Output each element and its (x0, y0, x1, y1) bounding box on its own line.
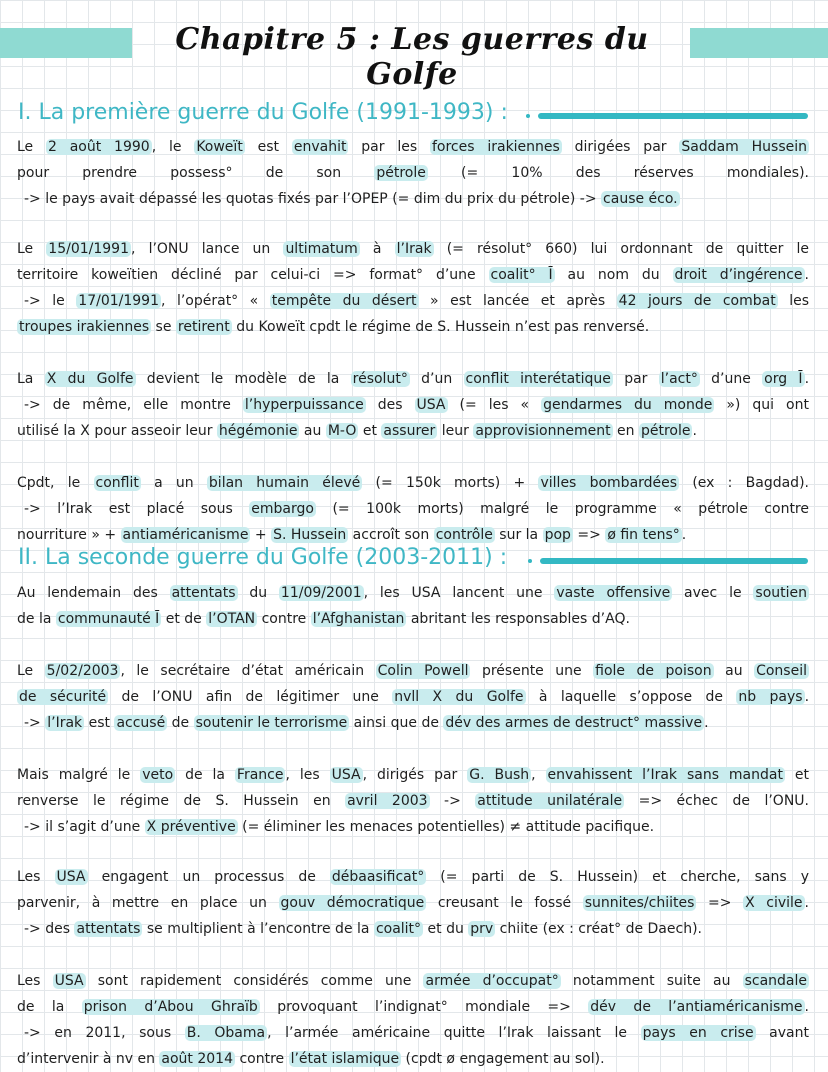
highlighted-term: gendarmes du monde (543, 397, 713, 413)
text-segment: à laquelle s’oppose de (525, 689, 737, 705)
text-segment: de la (17, 611, 56, 627)
text-line (24, 186, 809, 212)
text-segment: territoire koweïtien décliné par celui-ci => format° d’une (17, 267, 489, 283)
text-segment: -> (429, 793, 476, 809)
text-segment: . (804, 267, 809, 283)
highlighted-term: villes bombardées (540, 475, 678, 491)
highlighted-term: org Ī (764, 371, 803, 387)
highlighted-term: G. Bush (469, 767, 530, 783)
text-segment: engagent un processus de (87, 869, 330, 885)
highlighted-term: X préventive (146, 819, 236, 835)
text-line (17, 236, 809, 262)
highlighted-term: cause éco. (603, 191, 678, 207)
text-segment: de la (17, 999, 82, 1015)
text-segment: d’une (699, 371, 763, 387)
text-segment: et du (423, 921, 469, 937)
highlighted-term: M-O (327, 423, 357, 439)
highlighted-term: envahissent l’Irak sans mandat (547, 767, 783, 783)
highlighted-term: août 2014 (161, 1051, 233, 1067)
text-segment: avec le (672, 585, 754, 601)
highlighted-term: hégémonie (218, 423, 298, 439)
highlighted-term: avril 2003 (347, 793, 428, 809)
highlighted-term: attentats (171, 585, 236, 601)
text-line (24, 710, 809, 736)
text-segment: -> (24, 715, 46, 731)
text-line (17, 994, 809, 1020)
text-segment: , les (285, 767, 330, 783)
highlighted-term: nvll X du Golfe (394, 689, 524, 705)
text-segment: Mais malgré le (17, 767, 141, 783)
text-segment: leur (437, 423, 474, 439)
highlighted-term: scandale (744, 973, 808, 989)
text-segment: => échec de l’ONU. (624, 793, 809, 809)
text-segment: -> en 2011, sous (24, 1025, 185, 1041)
text-segment: d’intervenir à nv en (17, 1051, 160, 1067)
text-segment: au nom du (554, 267, 673, 283)
text-segment: , (531, 767, 546, 783)
text-line (17, 606, 809, 632)
section-1-title: I. La première guerre du Golfe (1991-1993) : (18, 100, 508, 125)
highlighted-term: Colin Powell (377, 663, 469, 679)
text-segment: -> il s’agit d’une (24, 819, 145, 835)
highlighted-term: retirent (177, 319, 230, 335)
text-segment: et (784, 767, 809, 783)
text-segment: par les (348, 139, 430, 155)
highlighted-term: prv (470, 921, 494, 937)
highlighted-term: conflit interétatique (465, 371, 611, 387)
highlighted-term: X civile (745, 895, 803, 911)
text-segment: , le (151, 139, 195, 155)
highlighted-term: envahit (293, 139, 347, 155)
text-line (17, 762, 809, 788)
highlighted-term: dév des armes de destruct° massive (445, 715, 703, 731)
title-band-left (0, 28, 132, 58)
text-segment: est (84, 715, 115, 731)
text-line (17, 134, 809, 160)
text-line (24, 288, 809, 314)
highlighted-term: Conseil (756, 663, 807, 679)
text-segment: notamment suite au (560, 973, 743, 989)
text-segment: . (804, 895, 809, 911)
highlighted-term: ultimatum (285, 241, 358, 257)
highlighted-term: contrôle (435, 527, 493, 543)
text-line (17, 262, 809, 288)
text-line (17, 684, 809, 710)
text-segment: => (572, 527, 606, 543)
text-line (17, 658, 809, 684)
highlighted-term: pop (544, 527, 571, 543)
text-segment: nourriture » + (17, 527, 121, 543)
highlighted-term: S. Hussein (273, 527, 347, 543)
text-segment: par (612, 371, 659, 387)
highlighted-term: de sécurité (19, 689, 107, 705)
highlighted-term: dév de l’antiaméricanisme (590, 999, 803, 1015)
section-2-rule (540, 558, 808, 564)
text-segment: . (704, 715, 709, 731)
text-segment: -> l’Irak est placé sous (24, 501, 250, 517)
text-segment: à (359, 241, 395, 257)
highlighted-term: vaste offensive (556, 585, 671, 601)
highlighted-term: Saddam Hussein (681, 139, 808, 155)
text-segment: . (804, 689, 810, 705)
highlighted-term: 2 août 1990 (48, 139, 150, 155)
highlighted-term: pays en crise (642, 1025, 754, 1041)
highlighted-term: ø fin tens° (607, 527, 680, 543)
text-segment: se multiplient à l’encontre de la (142, 921, 374, 937)
text-segment: avant (755, 1025, 809, 1041)
text-segment: (= éliminer les menaces potentielles) ≠ attitude pacifique. (237, 819, 655, 835)
text-segment: (= 100k morts) malgré le programme « pétrole contre (315, 501, 809, 517)
text-segment: est (244, 139, 292, 155)
text-segment: » est lancée et après (418, 293, 617, 309)
highlighted-term: l’Afghanistan (312, 611, 405, 627)
highlighted-term: soutenir le terrorisme (195, 715, 348, 731)
highlighted-term: soutien (755, 585, 808, 601)
text-segment: dirigées par (561, 139, 680, 155)
text-segment: , l’opérat° « (161, 293, 270, 309)
highlighted-term: pétrole (376, 165, 426, 181)
text-segment: , les USA lancent une (363, 585, 555, 601)
text-line (17, 968, 809, 994)
highlighted-term: coalit° (375, 921, 422, 937)
text-segment: (= 150k morts) + (362, 475, 539, 491)
text-segment: provoquant l’indignat° mondiale => (259, 999, 589, 1015)
highlighted-term: armée d’occupat° (425, 973, 559, 989)
text-segment: creusant le fossé (426, 895, 583, 911)
text-segment: a un (140, 475, 207, 491)
highlighted-term: antiaméricanisme (122, 527, 249, 543)
text-line (17, 864, 809, 890)
highlighted-term: l’hyperpuissance (244, 397, 364, 413)
text-segment: , le secrétaire d’état américain (120, 663, 376, 679)
highlighted-term: veto (142, 767, 174, 783)
text-line (17, 160, 809, 186)
section-2-title: II. La seconde guerre du Golfe (2003-2011) : (18, 545, 508, 570)
text-segment: Les (17, 973, 53, 989)
text-segment: abritant les responsables d’AQ. (406, 611, 630, 627)
highlighted-term: 5/02/2003 (46, 663, 119, 679)
text-segment: -> le (24, 293, 77, 309)
text-segment: ») qui ont (714, 397, 809, 413)
highlighted-term: Koweït (196, 139, 243, 155)
highlighted-term: gouv démocratique (280, 895, 425, 911)
highlighted-term: embargo (251, 501, 314, 517)
highlighted-term: l’OTAN (208, 611, 256, 627)
text-line (17, 314, 809, 340)
text-segment: . (681, 527, 687, 543)
text-segment: sont rapidement considérés comme une (85, 973, 424, 989)
highlighted-term: USA (331, 767, 361, 783)
highlighted-term: France (236, 767, 284, 783)
text-segment: et (358, 423, 382, 439)
highlighted-term: tempête du désert (271, 293, 417, 309)
text-segment: pour prendre possess° de son (17, 165, 375, 181)
text-line (17, 470, 809, 496)
text-segment: renverse le régime de S. Hussein en (17, 793, 346, 809)
highlighted-term: l’Irak (47, 715, 83, 731)
highlighted-term: assurer (383, 423, 436, 439)
highlighted-term: débaasificat° (331, 869, 425, 885)
highlighted-term: bilan humain élevé (208, 475, 361, 491)
text-segment: , l’ONU lance un (131, 241, 284, 257)
text-line (17, 580, 809, 606)
text-segment: (= les « (447, 397, 542, 413)
text-segment: Au lendemain des (17, 585, 170, 601)
text-line (17, 522, 809, 548)
text-segment: -> le pays avait dépassé les quotas fixés par l’OPEP (= dim du prix du pétrole) -> (24, 191, 602, 207)
highlighted-term: USA (54, 973, 84, 989)
highlighted-term: attentats (76, 921, 141, 937)
text-segment: chiite (ex : créat° de Daech). (495, 921, 702, 937)
text-segment: (cpdt ø engagement au sol). (401, 1051, 605, 1067)
highlighted-term: l’act° (660, 371, 698, 387)
highlighted-term: droit d’ingérence (674, 267, 803, 283)
highlighted-term: B. Obama (186, 1025, 266, 1041)
text-line (24, 1020, 809, 1046)
highlighted-term: l’état islamique (290, 1051, 400, 1067)
highlighted-term: USA (56, 869, 86, 885)
highlighted-term: accusé (116, 715, 166, 731)
highlighted-term: 42 jours de combat (618, 293, 776, 309)
text-segment: se (151, 319, 176, 335)
text-segment: et de (161, 611, 207, 627)
text-line (17, 890, 809, 916)
text-segment: des (365, 397, 415, 413)
title-band (0, 22, 828, 92)
highlighted-term: pétrole (640, 423, 691, 439)
highlighted-term: prison d’Abou Ghraïb (83, 999, 258, 1015)
text-segment: Le (17, 241, 47, 257)
text-segment: accroît son (348, 527, 434, 543)
text-segment: -> des (24, 921, 75, 937)
text-segment: d’un (409, 371, 464, 387)
highlighted-term: forces irakiennes (431, 139, 560, 155)
text-line (17, 366, 809, 392)
text-segment: ainsi que de (349, 715, 444, 731)
text-segment: du Koweït cpdt le régime de S. Hussein n’est pas renversé. (231, 319, 650, 335)
text-segment: contre (257, 611, 311, 627)
text-line (17, 788, 809, 814)
text-line (24, 916, 809, 942)
text-line (24, 814, 809, 840)
section-1-rule (538, 113, 808, 119)
text-segment: les (777, 293, 810, 309)
highlighted-term: troupes irakiennes (19, 319, 150, 335)
text-segment: . (692, 423, 697, 439)
highlighted-term: résolut° (352, 371, 408, 387)
text-segment: du (237, 585, 279, 601)
highlighted-term: fiole de poison (595, 663, 712, 679)
highlighted-term: l’Irak (396, 241, 432, 257)
text-segment: utilisé la X pour asseoir leur (17, 423, 217, 439)
highlighted-term: coalit° Ī (490, 267, 553, 283)
highlighted-term: conflit (95, 475, 139, 491)
highlighted-term: communauté Ī (57, 611, 160, 627)
highlighted-term: USA (416, 397, 446, 413)
text-segment: en (612, 423, 639, 439)
text-segment: => (696, 895, 744, 911)
text-segment: de l’ONU afin de légitimer une (108, 689, 393, 705)
text-segment: Cpdt, le (17, 475, 94, 491)
text-segment: Le (17, 663, 45, 679)
text-segment: (= 10% des réserves mondiales). (427, 165, 809, 181)
highlighted-term: attitude unilatérale (477, 793, 623, 809)
text-line (17, 1046, 809, 1072)
text-segment: (ex : Bagdad). (679, 475, 809, 491)
text-segment: (= parti de S. Hussein) et cherche, sans y (426, 869, 809, 885)
text-segment: (= résolut° 660) lui ordonnant de quitter le (433, 241, 809, 257)
text-segment: de (167, 715, 194, 731)
text-line (24, 392, 809, 418)
highlighted-term: approvisionnement (475, 423, 611, 439)
text-segment: sur la (494, 527, 543, 543)
text-segment: présente une (470, 663, 594, 679)
text-segment: Le (17, 139, 46, 155)
text-segment: , dirigés par (362, 767, 468, 783)
text-segment: , l’armée américaine quitte l’Irak laissant le (267, 1025, 641, 1041)
text-line (24, 496, 809, 522)
highlighted-term: X du Golfe (46, 371, 134, 387)
text-segment: devient le modèle de la (135, 371, 351, 387)
text-segment: La (17, 371, 45, 387)
text-segment: Les (17, 869, 55, 885)
text-segment: au (299, 423, 326, 439)
text-segment: + (250, 527, 272, 543)
text-segment: parvenir, à mettre en place un (17, 895, 279, 911)
text-segment: contre (235, 1051, 289, 1067)
text-segment: . (804, 999, 809, 1015)
text-segment: au (713, 663, 755, 679)
text-segment: . (804, 371, 810, 387)
highlighted-term: 17/01/1991 (78, 293, 159, 309)
highlighted-term: nb pays (738, 689, 803, 705)
text-segment: -> de même, elle montre (24, 397, 243, 413)
text-line (17, 418, 809, 444)
text-segment: de la (175, 767, 235, 783)
highlighted-term: sunnites/chiites (584, 895, 695, 911)
highlighted-term: 11/09/2001 (280, 585, 362, 601)
highlighted-term: 15/01/1991 (48, 241, 129, 257)
title-band-right (690, 28, 828, 58)
page-title: Chapitre 5 : Les guerres du Golfe (175, 22, 649, 92)
